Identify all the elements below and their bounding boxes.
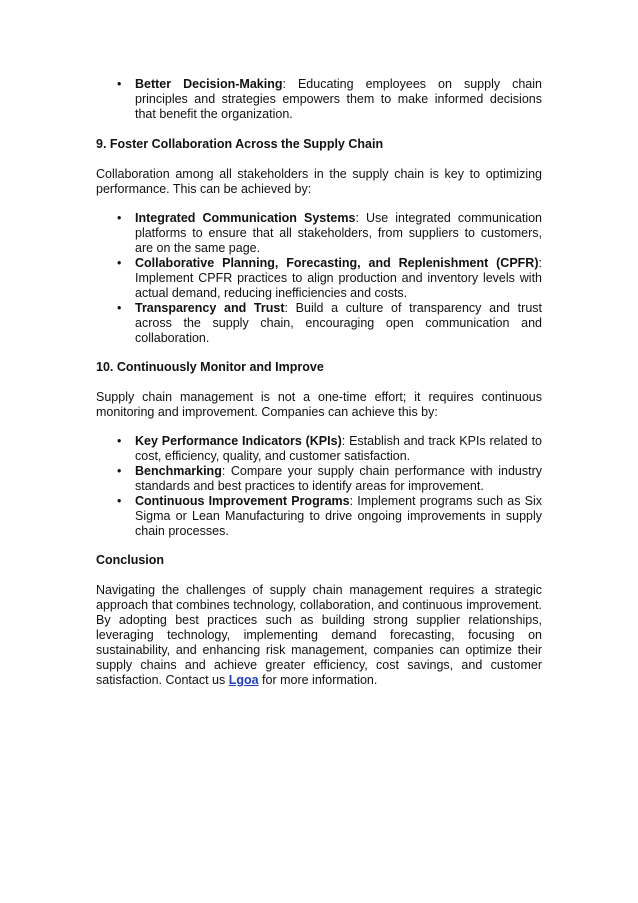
conclusion-heading: Conclusion bbox=[96, 553, 165, 567]
section-10-heading: 10. Continuously Monitor and Improve bbox=[96, 360, 324, 374]
list-item bbox=[96, 77, 542, 122]
item-term: Integrated Communication Systems bbox=[135, 211, 356, 225]
conclusion-paragraph bbox=[96, 583, 542, 688]
item-term: Collaborative Planning, Forecasting, and Replenishment (CPFR) bbox=[135, 256, 539, 270]
bullet-icon: • bbox=[117, 301, 122, 315]
item-term: Continuous Improvement Programs bbox=[135, 494, 350, 508]
list-item bbox=[96, 211, 542, 256]
conclusion-text: Navigating the challenges of supply chain management requires a strategic approach that combines technology, collaboration, and continuous improvement. By adopting best practices such as building strong supplier relationships, leveraging technology, implementing demand forecasting, focusing on sustainability, and enhancing risk management, companies can optimize their supply chains and achieve greater efficiency, cost savings, and customer satisfaction. Contact us bbox=[96, 583, 542, 687]
section-9-heading: 9. Foster Collaboration Across the Supply Chain bbox=[96, 137, 384, 151]
list-item bbox=[96, 301, 542, 346]
item-text: : Compare your supply chain performance with industry standards and best practices to identify areas for improvement. bbox=[135, 464, 542, 493]
bullet-icon: • bbox=[117, 434, 122, 448]
bullet-list-top bbox=[96, 77, 542, 122]
item-term: Transparency and Trust bbox=[135, 301, 285, 315]
item-text: : Implement programs such as Six Sigma or Lean Manufacturing to drive ongoing improvements in supply chain processes. bbox=[135, 494, 542, 538]
bullet-icon: • bbox=[117, 211, 122, 225]
bullet-icon: • bbox=[117, 256, 122, 270]
section-10-intro: Supply chain management is not a one-time effort; it requires continuous monitoring and improvement. Companies can achieve this by: bbox=[96, 390, 542, 419]
item-text: : Use integrated communication platforms to ensure that all stakeholders, from suppliers to customers, are on the same page. bbox=[135, 211, 542, 255]
bullet-icon: • bbox=[117, 494, 122, 508]
item-text: : Educating employees on supply chain principles and strategies empowers them to make informed decisions that benefit the organization. bbox=[135, 77, 542, 121]
item-text: : Establish and track KPIs related to cost, efficiency, quality, and customer satisfaction. bbox=[135, 434, 542, 463]
section-9-intro: Collaboration among all stakeholders in the supply chain is key to optimizing performance. This can be achieved by: bbox=[96, 167, 542, 196]
list-item bbox=[96, 464, 542, 494]
bullet-icon: • bbox=[117, 77, 122, 91]
list-item bbox=[96, 256, 542, 301]
section-10-list bbox=[96, 434, 542, 539]
conclusion-text-end: for more information. bbox=[258, 673, 378, 687]
item-term: Key Performance Indicators (KPIs) bbox=[135, 434, 342, 448]
contact-link[interactable]: Lgoa bbox=[228, 673, 259, 687]
bullet-icon: • bbox=[117, 464, 122, 478]
item-term: Better Decision-Making bbox=[135, 77, 283, 91]
list-item bbox=[96, 434, 542, 464]
section-9-list bbox=[96, 211, 542, 346]
item-text: : Build a culture of transparency and trust across the supply chain, encouraging open communication and collaboration. bbox=[135, 301, 542, 345]
list-item bbox=[96, 494, 542, 539]
item-text: : Implement CPFR practices to align production and inventory levels with actual demand, reducing inefficiencies and costs. bbox=[135, 256, 542, 300]
item-term: Benchmarking bbox=[135, 464, 222, 478]
